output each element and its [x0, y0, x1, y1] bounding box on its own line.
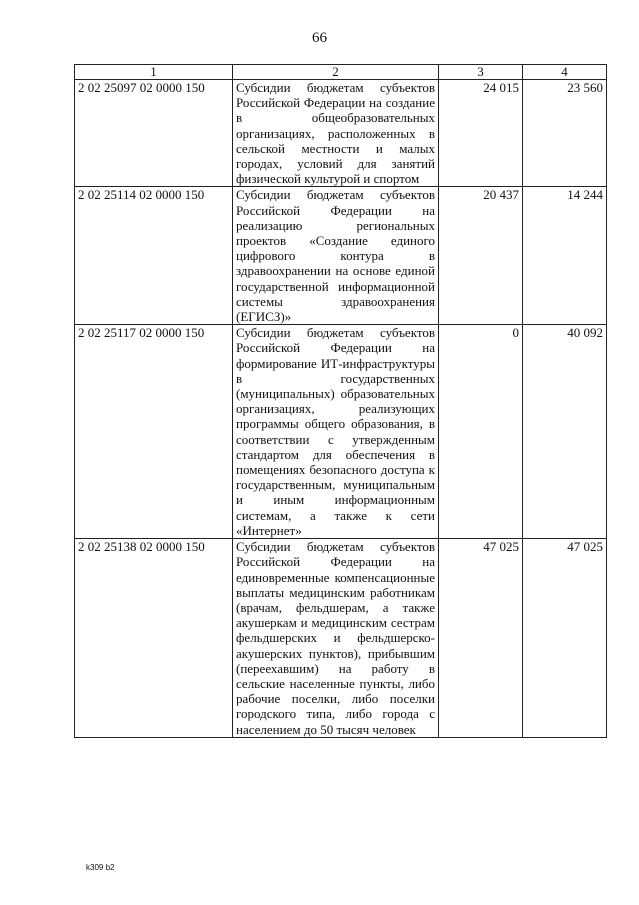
description-cell: Субсидии бюджетам субъектов Российской Федерации на создание в общеобразовательных организациях, расположенных в сельской местности и малых городах, условий для занятий физической культурой и спортом: [233, 80, 439, 187]
budget-code-cell: 2 02 25117 02 0000 150: [75, 325, 233, 539]
amount-col4-cell: 47 025: [523, 539, 607, 738]
budget-code-cell: 2 02 25138 02 0000 150: [75, 539, 233, 738]
column-header-3: 3: [439, 65, 523, 80]
table-row: [75, 325, 607, 539]
amount-col3-cell: 24 015: [439, 80, 523, 187]
amount-col3-cell: 47 025: [439, 539, 523, 738]
page-number: 66: [312, 30, 327, 46]
description-cell: Субсидии бюджетам субъектов Российской Федерации на единовременные компенсационные выплаты медицинским работникам (врачам, фельдшерам, а также акушеркам и медицинским сестрам фельдшерских и фельдшерско-акушерских пунктов), прибывшим (переехавшим) на работу в сельские населенные пункты, либо рабочие поселки, либо поселки городского типа, либо города с населением до 50 тысяч человек: [233, 539, 439, 738]
amount-col4-cell: 40 092: [523, 325, 607, 539]
amount-col3-cell: 0: [439, 325, 523, 539]
amount-col4-cell: 23 560: [523, 80, 607, 187]
budget-code-cell: 2 02 25114 02 0000 150: [75, 187, 233, 325]
table-header-row: [75, 65, 607, 80]
table-row: [75, 539, 607, 738]
table-row: [75, 80, 607, 187]
budget-code-cell: 2 02 25097 02 0000 150: [75, 80, 233, 187]
budget-table: [74, 64, 607, 738]
description-cell: Субсидии бюджетам субъектов Российской Федерации на формирование ИТ-инфраструктуры в государственных (муниципальных) образовательных организациях, реализующих программы общего образования, в соответствии с утвержденным стандартом для обеспечения в помещениях безопасного доступа к государственным, муниципальным и иным информационным системам, а также к сети «Интернет»: [233, 325, 439, 539]
description-cell: Субсидии бюджетам субъектов Российской Федерации на реализацию региональных проектов «Создание единого цифрового контура в здравоохранении на основе единой государственной информационной системы здравоохранения (ЕГИСЗ)»: [233, 187, 439, 325]
column-header-1: 1: [75, 65, 233, 80]
table-row: [75, 187, 607, 325]
amount-col3-cell: 20 437: [439, 187, 523, 325]
column-header-2: 2: [233, 65, 439, 80]
footer-document-code: k309 b2: [86, 863, 115, 872]
column-header-4: 4: [523, 65, 607, 80]
amount-col4-cell: 14 244: [523, 187, 607, 325]
